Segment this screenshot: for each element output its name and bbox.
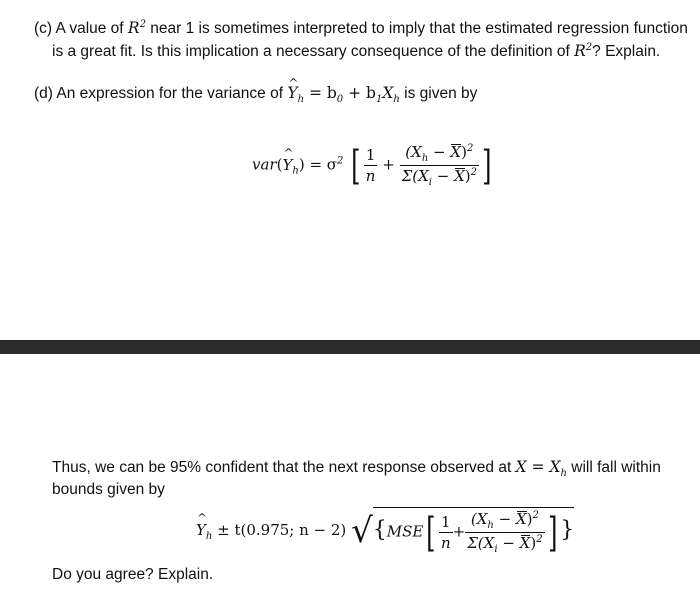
one-over-n: $\frac{1}{n}$ bbox=[365, 146, 376, 185]
part-c-paragraph: (c) A value of $R^2$ near 1 is sometimes interpreted to imply that the estimated regression function bbox=[34, 19, 688, 38]
agree-question: Do you agree? Explain. bbox=[52, 566, 214, 583]
bounds-line: bounds given by bbox=[52, 481, 165, 498]
part-c-line2: is a great fit. Is this implication a necessary consequence of the definition of $R^2$? Explain. bbox=[52, 42, 661, 61]
yhat-model: ^ $Y_h = b_0 + b_1X_h$ bbox=[287, 84, 400, 102]
section-divider bbox=[0, 340, 700, 354]
part-d-paragraph: (d) An expression for the variance of ^ $Y_h = b_0 + b_1X_h$ is given by bbox=[34, 83, 674, 110]
part-c-label: (c) bbox=[34, 20, 53, 38]
bottom-paragraph: Thus, we can be 95% confident that the next response observed at $X = X_h$ will fall within bbox=[52, 458, 661, 480]
variance-formula: var(^ $Y_h) = \sigma^2$ [ $\frac{1}{n}$ + $\frac{(X_h - X)^2}{\Sigma(X_i - X)^2}$ ] bbox=[252, 143, 495, 188]
part-d-label: (d) bbox=[34, 85, 53, 102]
prediction-interval-formula: ^ $Y_h \pm t(0.975$; n − 2) √{MSE[ $\frac{1}{n}$ + $\frac{(X_h - X)^2}{\Sigma(X_i - X)^2}$ ] } bbox=[196, 507, 574, 555]
variance-fraction: $\frac{(X_h - X)^2}{\Sigma(X_i - X)^2}$ bbox=[401, 143, 478, 188]
